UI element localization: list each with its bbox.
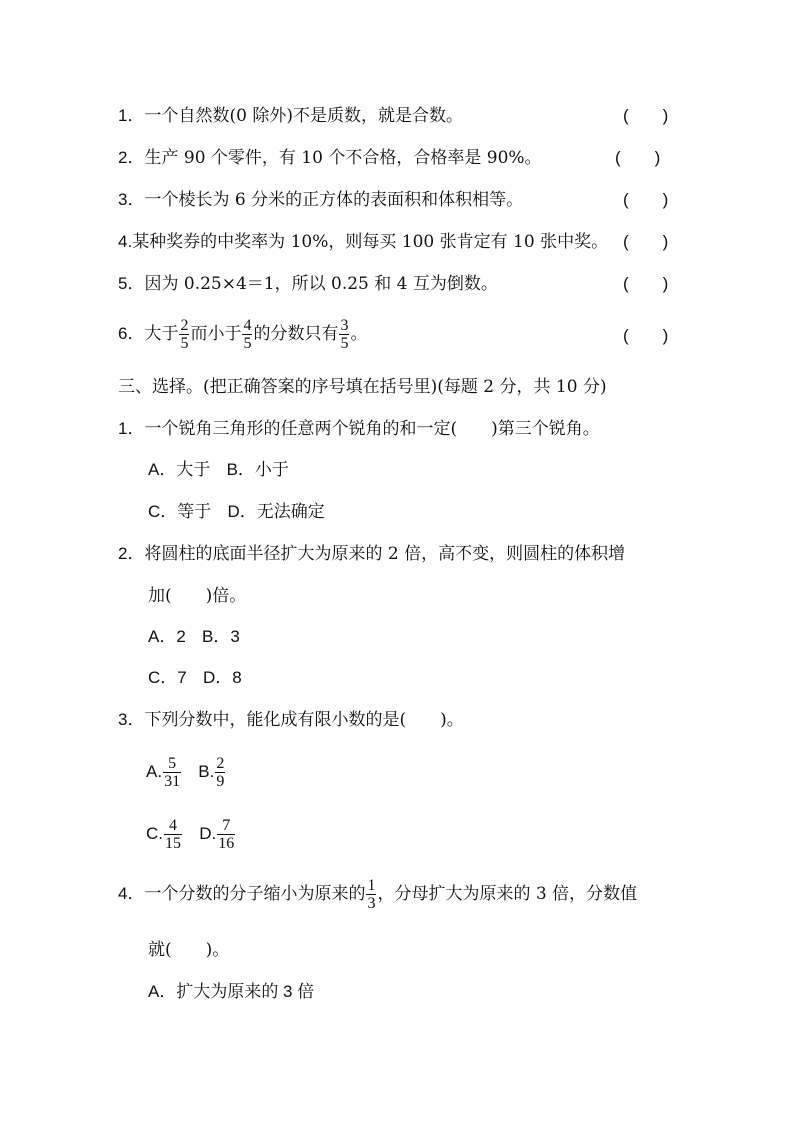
item-text: 一个分数的分子缩小为原来的: [144, 884, 366, 904]
answer-bracket-5[interactable]: ( ): [623, 274, 669, 293]
item-text: 因为 0.25×4＝1，所以 0.25 和 4 互为倒数。: [144, 274, 498, 294]
item-text: 一个锐角三角形的任意两个锐角的和一定( )第三个锐角。: [144, 419, 600, 439]
item-number: 2．: [118, 148, 145, 167]
item-text: 一个自然数(0 除外)不是质数，就是合数。: [144, 106, 463, 126]
choice-question-2-cont: 加( )倍。: [148, 586, 247, 606]
fraction: [366, 877, 376, 912]
choice-question-3: [118, 710, 464, 730]
item-number: 2．: [118, 544, 145, 563]
item-number: 1．: [118, 106, 145, 125]
judge-item-6: [118, 314, 367, 354]
numerator: 4: [243, 317, 252, 334]
item-text: 将圆柱的底面半径扩大为原来的 2 倍，高不变，则圆柱的体积增: [144, 544, 626, 564]
numerator: 2: [180, 317, 189, 334]
item-number: 3．: [118, 710, 145, 729]
fraction: [339, 317, 349, 352]
options-row-ab: [146, 752, 226, 792]
numerator: 1: [367, 877, 376, 894]
numerator: 3: [340, 317, 349, 334]
option-b[interactable]: B．3: [202, 627, 240, 646]
numerator: 4: [164, 817, 182, 835]
denominator: 5: [243, 335, 252, 352]
fraction: [215, 755, 225, 790]
answer-bracket-1[interactable]: ( ): [623, 106, 669, 125]
option-a[interactable]: A．扩大为原来的 3 倍: [148, 982, 315, 1001]
item-text: 某种奖券的中奖率为 10%，则每买 100 张肯定有 10 张中奖。: [132, 232, 609, 252]
options-row-cd: [146, 814, 236, 854]
item-number: 6．: [118, 324, 145, 343]
numerator: 7: [217, 817, 235, 835]
section-title: 三、选择。(把正确答案的序号填在括号里)(每题 2 分，共 10 分): [118, 377, 607, 397]
option-b[interactable]: B．小于: [226, 460, 289, 479]
answer-bracket-6[interactable]: ( ): [623, 326, 669, 345]
fraction: [179, 317, 189, 352]
options-row-cd: [148, 668, 242, 688]
item-text: 一个棱长为 6 分米的正方体的表面积和体积相等。: [144, 190, 524, 210]
choice-question-1: [118, 419, 600, 439]
fraction: [164, 817, 182, 852]
choice-question-4: [118, 874, 637, 914]
item-text: 而小于: [190, 324, 242, 344]
item-number: 4.: [118, 232, 133, 251]
item-number: 4．: [118, 884, 145, 903]
option-a[interactable]: A.: [146, 762, 163, 781]
denominator: 3: [367, 895, 376, 912]
fraction: [217, 817, 235, 852]
options-row-ab: [148, 627, 240, 647]
fraction: [242, 317, 252, 352]
option-c[interactable]: C．等于: [148, 502, 212, 521]
numerator: 5: [163, 755, 181, 773]
denominator: 5: [180, 335, 189, 352]
judge-item-2: [118, 148, 542, 168]
choice-question-4-cont: 就( )。: [148, 940, 230, 960]
options-row-ab: [148, 460, 289, 480]
judge-item-3: [118, 190, 523, 210]
answer-bracket-2[interactable]: ( ): [615, 148, 661, 167]
denominator: 15: [165, 835, 181, 852]
denominator: 9: [216, 773, 225, 790]
option-b[interactable]: B.: [198, 762, 215, 781]
item-text: ，分母扩大为原来的 3 倍，分数值: [377, 884, 638, 904]
option-a[interactable]: A．大于: [148, 460, 211, 479]
item-number: 3．: [118, 190, 145, 209]
item-text: 的分数只有: [253, 324, 339, 344]
answer-bracket-3[interactable]: ( ): [623, 190, 669, 209]
option-c[interactable]: C．7: [148, 668, 187, 687]
answer-bracket-4[interactable]: ( ): [623, 232, 669, 251]
option-a[interactable]: A．2: [148, 627, 186, 646]
item-text: 生产 90 个零件，有 10 个不合格，合格率是 90%。: [144, 148, 542, 168]
item-text: 。: [350, 324, 368, 344]
fraction: [163, 755, 181, 790]
options-row-cd: [148, 502, 325, 522]
judge-item-5: [118, 274, 498, 294]
option-d[interactable]: D.: [199, 824, 217, 843]
option-d[interactable]: D．无法确定: [227, 502, 325, 521]
judge-item-1: [118, 106, 463, 126]
item-text: 下列分数中，能化成有限小数的是( )。: [144, 710, 464, 730]
denominator: 31: [164, 773, 181, 790]
item-number: 5．: [118, 274, 145, 293]
numerator: 2: [216, 755, 225, 772]
denominator: 5: [340, 335, 349, 352]
judge-item-4: [118, 232, 608, 252]
option-d[interactable]: D．8: [202, 668, 242, 687]
choice-question-2: [118, 544, 625, 564]
denominator: 16: [218, 835, 235, 852]
item-number: 1．: [118, 419, 145, 438]
item-text: 大于: [144, 324, 179, 344]
option-c[interactable]: C.: [146, 824, 163, 843]
